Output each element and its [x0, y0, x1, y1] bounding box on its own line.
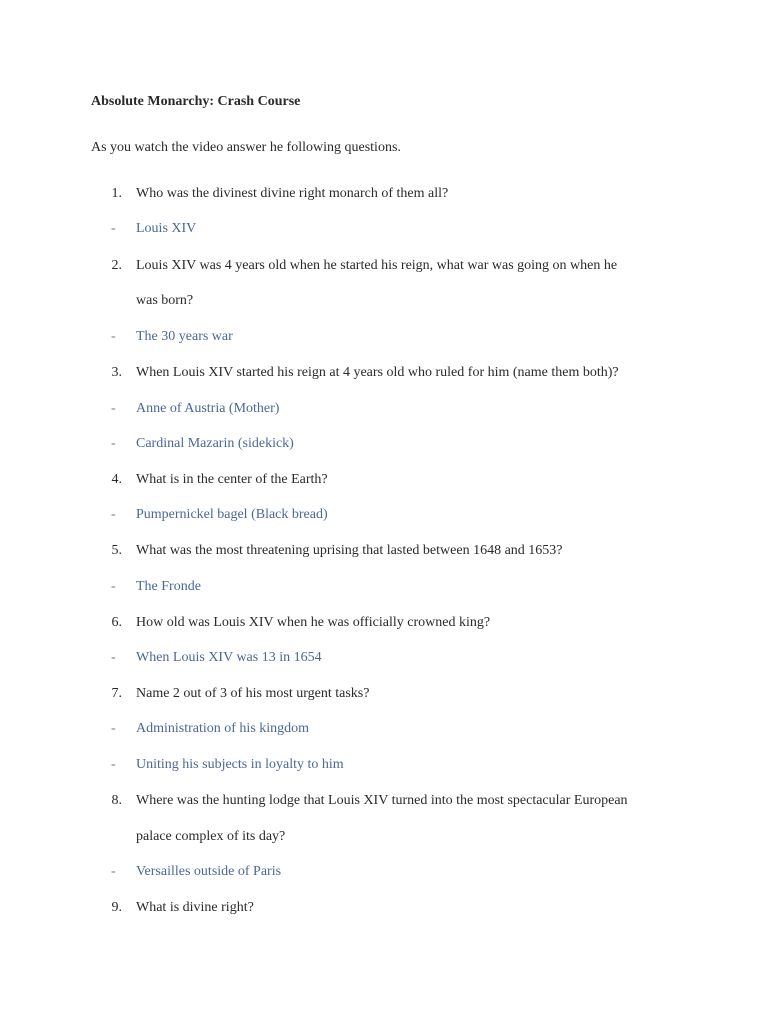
question-number: 8. — [111, 793, 122, 808]
answer-text: Uniting his subjects in loyalty to him — [136, 757, 344, 772]
answer-text: The 30 years war — [136, 329, 233, 344]
answer-bullet: - — [111, 864, 116, 879]
answer-text: The Fronde — [136, 579, 201, 594]
question-text: Who was the divinest divine right monarch of them all? — [136, 186, 449, 201]
answer-text: Versailles outside of Paris — [136, 864, 282, 879]
question-number: 9. — [111, 900, 122, 915]
question-number: 5. — [111, 543, 122, 558]
question-text: When Louis XIV started his reign at 4 years old who ruled for him (name them both)? — [136, 365, 619, 380]
intro-text: As you watch the video answer he following questions. — [91, 140, 401, 155]
answer-bullet: - — [111, 721, 116, 736]
question-text: What is divine right? — [136, 900, 254, 915]
question-text: What is in the center of the Earth? — [136, 472, 328, 487]
answer-bullet: - — [111, 436, 116, 451]
question-number: 4. — [111, 472, 122, 487]
question-number: 3. — [111, 365, 122, 380]
answer-bullet: - — [111, 221, 116, 236]
question-text: was born? — [136, 293, 194, 308]
question-number: 6. — [111, 615, 122, 630]
question-number: 1. — [111, 186, 122, 201]
answer-bullet: - — [111, 757, 116, 772]
question-text: How old was Louis XIV when he was officially crowned king? — [136, 615, 491, 630]
answer-text: Louis XIV — [136, 221, 197, 236]
answer-bullet: - — [111, 650, 116, 665]
question-text: Where was the hunting lodge that Louis XIV turned into the most spectacular European — [136, 793, 628, 808]
question-text: What was the most threatening uprising that lasted between 1648 and 1653? — [136, 543, 563, 558]
question-number: 7. — [111, 686, 122, 701]
answer-text: Anne of Austria (Mother) — [136, 401, 280, 416]
question-text: Name 2 out of 3 of his most urgent tasks? — [136, 686, 370, 701]
question-text: palace complex of its day? — [136, 829, 286, 844]
answer-bullet: - — [111, 329, 116, 344]
question-text: Louis XIV was 4 years old when he started his reign, what war was going on when he — [136, 258, 618, 273]
answer-bullet: - — [111, 507, 116, 522]
answer-bullet: - — [111, 401, 116, 416]
document-title: Absolute Monarchy: Crash Course — [91, 94, 301, 109]
answer-text: Administration of his kingdom — [136, 721, 310, 736]
answer-text: When Louis XIV was 13 in 1654 — [136, 650, 322, 665]
question-number: 2. — [111, 258, 122, 273]
answer-text: Pumpernickel bagel (Black bread) — [136, 507, 328, 522]
answer-text: Cardinal Mazarin (sidekick) — [136, 436, 294, 451]
answer-bullet: - — [111, 579, 116, 594]
